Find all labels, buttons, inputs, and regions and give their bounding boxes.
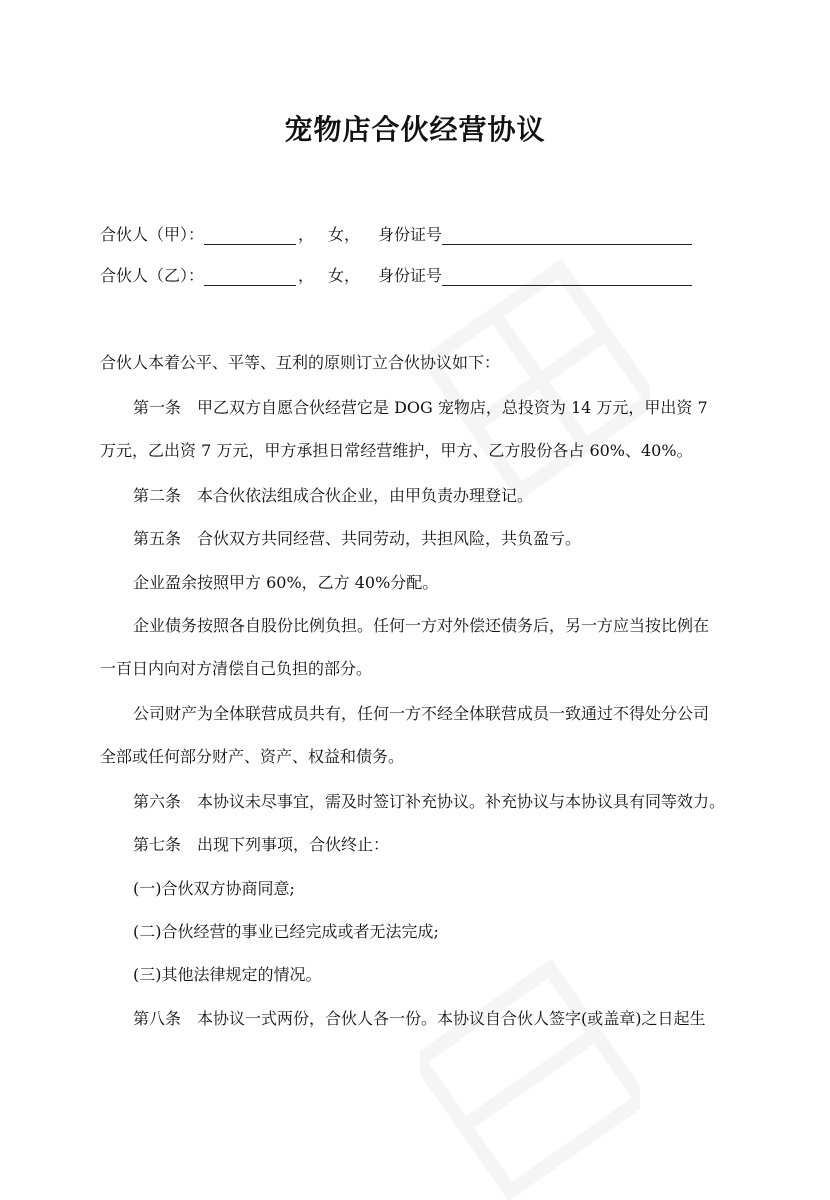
id-label: 身份证号 xyxy=(378,225,443,244)
termination-item-1: (一)合伙双方协商同意; xyxy=(133,879,295,898)
gender-text: 女， xyxy=(328,225,361,244)
termination-item-2: (二)合伙经营的事业已经完成或者无法完成; xyxy=(133,922,439,941)
party-label: 合伙人（乙）： xyxy=(100,266,205,285)
article-5: 第五条 合伙双方共同经营、共同劳动，共担风险，共负盈亏。 xyxy=(133,529,582,548)
article-1-line-1: 第一条 甲乙双方自愿合伙经营它是 DOG 宠物店，总投资为 14 万元，甲出资 7 xyxy=(133,398,708,417)
article-8: 第八条 本协议一式两份，合伙人各一份。本协议自合伙人签字(或盖章)之日起生 xyxy=(133,1009,706,1028)
article-6: 第六条 本协议未尽事宜，需及时签订补充协议。补充协议与本协议具有同等效力。 xyxy=(133,792,726,811)
watermark-stamp xyxy=(420,960,640,1200)
document-title: 宠物店合伙经营协议 xyxy=(284,113,546,146)
id-number-blank[interactable] xyxy=(442,226,692,245)
name-blank[interactable] xyxy=(204,226,296,245)
gender-text: 女， xyxy=(328,266,361,285)
party-label: 合伙人（甲）： xyxy=(100,225,205,244)
article-7: 第七条 出现下列事项，合伙终止： xyxy=(133,835,390,854)
termination-item-3: (三)其他法律规定的情况。 xyxy=(133,965,322,984)
preamble: 合伙人本着公平、平等、互利的原则订立合伙协议如下： xyxy=(100,353,501,372)
watermark-stamp xyxy=(430,260,650,500)
party-b-line: 合伙人（乙）： ， 女， 身份证号 xyxy=(100,263,692,286)
name-blank[interactable] xyxy=(204,267,296,286)
article-1-line-2: 万元，乙出资 7 万元，甲方承担日常经营维护，甲方、乙方股份各占 60%、40%。 xyxy=(100,441,693,460)
id-label: 身份证号 xyxy=(378,266,443,285)
id-number-blank[interactable] xyxy=(442,267,692,286)
profit-clause: 企业盈余按照甲方 60%，乙方 40%分配。 xyxy=(133,573,439,592)
property-clause-line-2: 全部或任何部分财产、资产、权益和债务。 xyxy=(100,747,405,766)
property-clause-line-1: 公司财产为全体联营成员共有，任何一方不经全体联营成员一致通过不得处分公司 xyxy=(133,704,710,723)
debt-clause-line-1: 企业债务按照各自股份比例负担。任何一方对外偿还债务后，另一方应当按比例在 xyxy=(133,616,710,635)
debt-clause-line-2: 一百日内向对方清偿自己负担的部分。 xyxy=(100,659,373,678)
party-a-line: 合伙人（甲）： ， 女， 身份证号 xyxy=(100,222,692,245)
article-2: 第二条 本合伙依法组成合伙企业，由甲负责办理登记。 xyxy=(133,486,534,505)
